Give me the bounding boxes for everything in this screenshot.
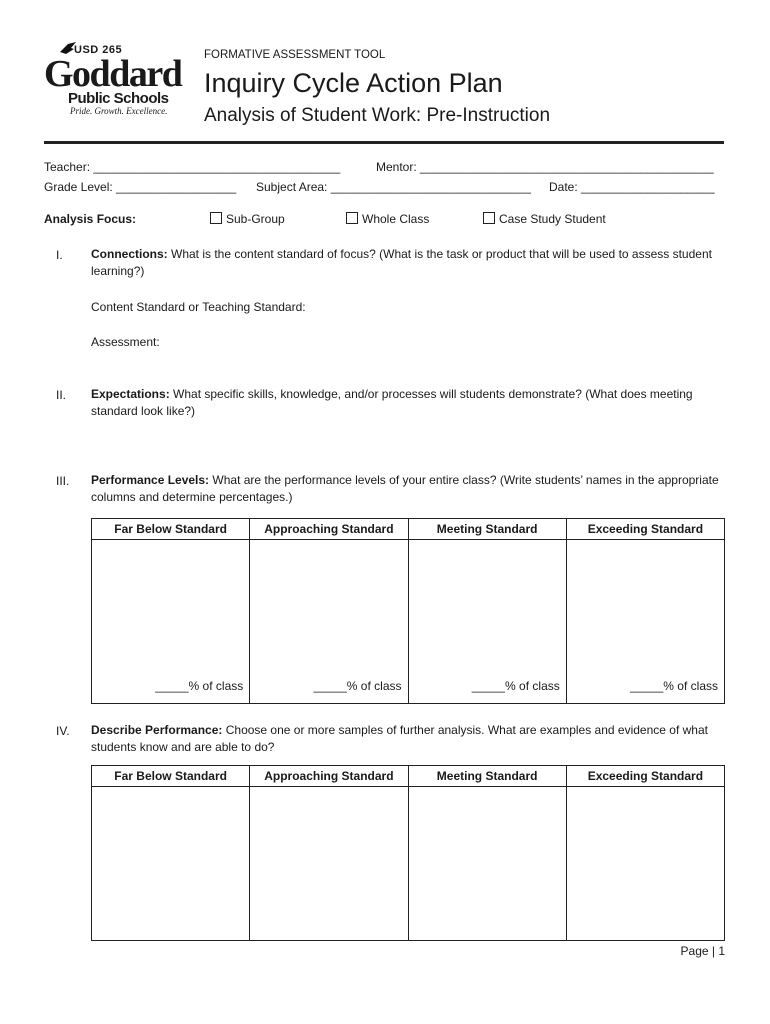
subject-field[interactable]: Subject Area: ______________________________ xyxy=(256,180,531,194)
focus-option-label: Whole Class xyxy=(362,212,430,226)
checkbox-icon[interactable] xyxy=(346,212,358,224)
percent-cell[interactable]: _____% of class xyxy=(566,540,724,704)
section-heading: Connections: xyxy=(91,247,168,261)
column-header: Approaching Standard xyxy=(250,766,408,787)
focus-option-label: Sub-Group xyxy=(226,212,285,226)
mentor-field[interactable]: Mentor: ____________________________________________ xyxy=(376,160,714,174)
table-row xyxy=(92,540,725,704)
teacher-field[interactable]: Teacher: _____________________________________ xyxy=(44,160,341,174)
page-subtitle: Analysis of Student Work: Pre-Instruction xyxy=(204,105,551,126)
section-connections xyxy=(91,246,731,280)
checkbox-icon[interactable] xyxy=(210,212,222,224)
focus-whole-class[interactable] xyxy=(346,212,429,226)
evidence-cell[interactable] xyxy=(408,787,566,941)
focus-case-study[interactable] xyxy=(483,212,606,226)
table-header-row xyxy=(92,519,725,540)
date-field[interactable]: Date: ____________________ xyxy=(549,180,715,194)
section-heading: Describe Performance: xyxy=(91,723,223,737)
header-divider xyxy=(44,141,724,144)
section-text: What are the performance levels of your entire class? (Write students’ names in the appropriate columns and determine percentages.) xyxy=(91,473,719,504)
section-number: III. xyxy=(56,474,70,488)
section-number: IV. xyxy=(56,724,70,738)
logo-name: Goddard xyxy=(44,53,182,95)
percent-cell[interactable]: _____% of class xyxy=(408,540,566,704)
evidence-cell[interactable] xyxy=(250,787,408,941)
section-expectations xyxy=(91,386,731,420)
focus-label: Analysis Focus: xyxy=(44,212,137,226)
focus-subgroup[interactable] xyxy=(210,212,285,226)
section-heading: Expectations: xyxy=(91,387,170,401)
page-number: Page | 1 xyxy=(680,944,725,958)
section-text: What specific skills, knowledge, and/or processes will students demonstrate? (What does meeting standard look like?) xyxy=(91,387,693,418)
evidence-cell[interactable] xyxy=(92,787,250,941)
column-header: Exceeding Standard xyxy=(566,519,724,540)
table-header-row xyxy=(92,766,725,787)
checkbox-icon[interactable] xyxy=(483,212,495,224)
evidence-cell[interactable] xyxy=(566,787,724,941)
column-header: Meeting Standard xyxy=(408,519,566,540)
content-standard-label: Content Standard or Teaching Standard: xyxy=(91,300,306,314)
column-header: Meeting Standard xyxy=(408,766,566,787)
column-header: Far Below Standard xyxy=(92,519,250,540)
section-performance-levels xyxy=(91,472,731,506)
district-logo xyxy=(44,42,194,120)
column-header: Far Below Standard xyxy=(92,766,250,787)
performance-levels-table xyxy=(91,518,725,704)
table-row xyxy=(92,787,725,941)
page-title: Inquiry Cycle Action Plan xyxy=(204,68,503,98)
section-number: I. xyxy=(56,248,63,262)
section-describe-performance xyxy=(91,722,731,756)
section-number: II. xyxy=(56,388,67,402)
column-header: Approaching Standard xyxy=(250,519,408,540)
percent-cell[interactable]: _____% of class xyxy=(250,540,408,704)
assessment-label: Assessment: xyxy=(91,335,160,349)
percent-cell[interactable]: _____% of class xyxy=(92,540,250,704)
focus-option-label: Case Study Student xyxy=(499,212,606,226)
section-text: Choose one or more samples of further analysis. What are examples and evidence of what students know and are able to do? xyxy=(91,723,708,754)
logo-tagline: Pride. Growth. Excellence. xyxy=(70,106,168,116)
column-header: Exceeding Standard xyxy=(566,766,724,787)
section-text: What is the content standard of focus? (What is the task or product that will be used to assess student learning?) xyxy=(91,247,712,278)
logo-district: USD 265 xyxy=(74,44,123,56)
describe-performance-table xyxy=(91,765,725,941)
logo-sub: Public Schools xyxy=(68,90,169,107)
section-heading: Performance Levels: xyxy=(91,473,210,487)
grade-field[interactable]: Grade Level: __________________ xyxy=(44,180,237,194)
tool-label: FORMATIVE ASSESSMENT TOOL xyxy=(204,49,386,61)
